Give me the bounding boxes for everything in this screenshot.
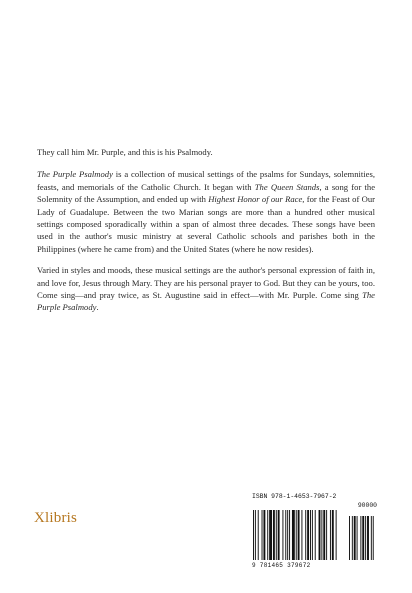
closing-paragraph: Varied in styles and moods, these musical settings are the author's personal expression of faith in, and love for, Jesus through Mary. They are his personal prayer to God. But they can be yours, too. Come sing—and pray twice, as St. Augustine said in effect—with Mr. Purple. Come sing The Purple Psalmody. [37,265,375,313]
book-title-italic: The Purple Psalmody [37,169,113,180]
isbn-label: ISBN 978-1-4653-7967-2 [252,493,337,500]
intro-line: They call him Mr. Purple, and this is his Psalmody. [37,147,213,157]
barcode-bars [252,510,377,562]
song-title-queen-stands: The Queen Stands [254,181,320,192]
barcode-digits: 9 781465 379672 [252,562,311,569]
book-title-italic-closing: The Purple Psalmody [37,290,375,313]
blurb-text [37,146,375,323]
song-title-highest-honor: Highest Honor of our Race [208,194,303,205]
isbn-barcode [252,493,377,573]
description-paragraph: The Purple Psalmody is a collection of musical settings of the psalms for Sundays, solemnities, feasts, and memorials of the Catholic Church. It began with The Queen Stands, a song for the Solemnity of the Assumption, and ended up with Highest Honor of our Race, for the Feast of Our Lady of Guadalupe. Between the two Marian songs are more than a hundred other musical settings composed sporadically within a span of almost three decades. These songs have been used in the author's music ministry at several Catholic schools and parishes both in the Philippines (where he came from) and the United States (where he now resides). [37,169,376,254]
barcode-addon-code: 90000 [357,502,377,509]
publisher-logo: Xlibris [34,510,78,526]
